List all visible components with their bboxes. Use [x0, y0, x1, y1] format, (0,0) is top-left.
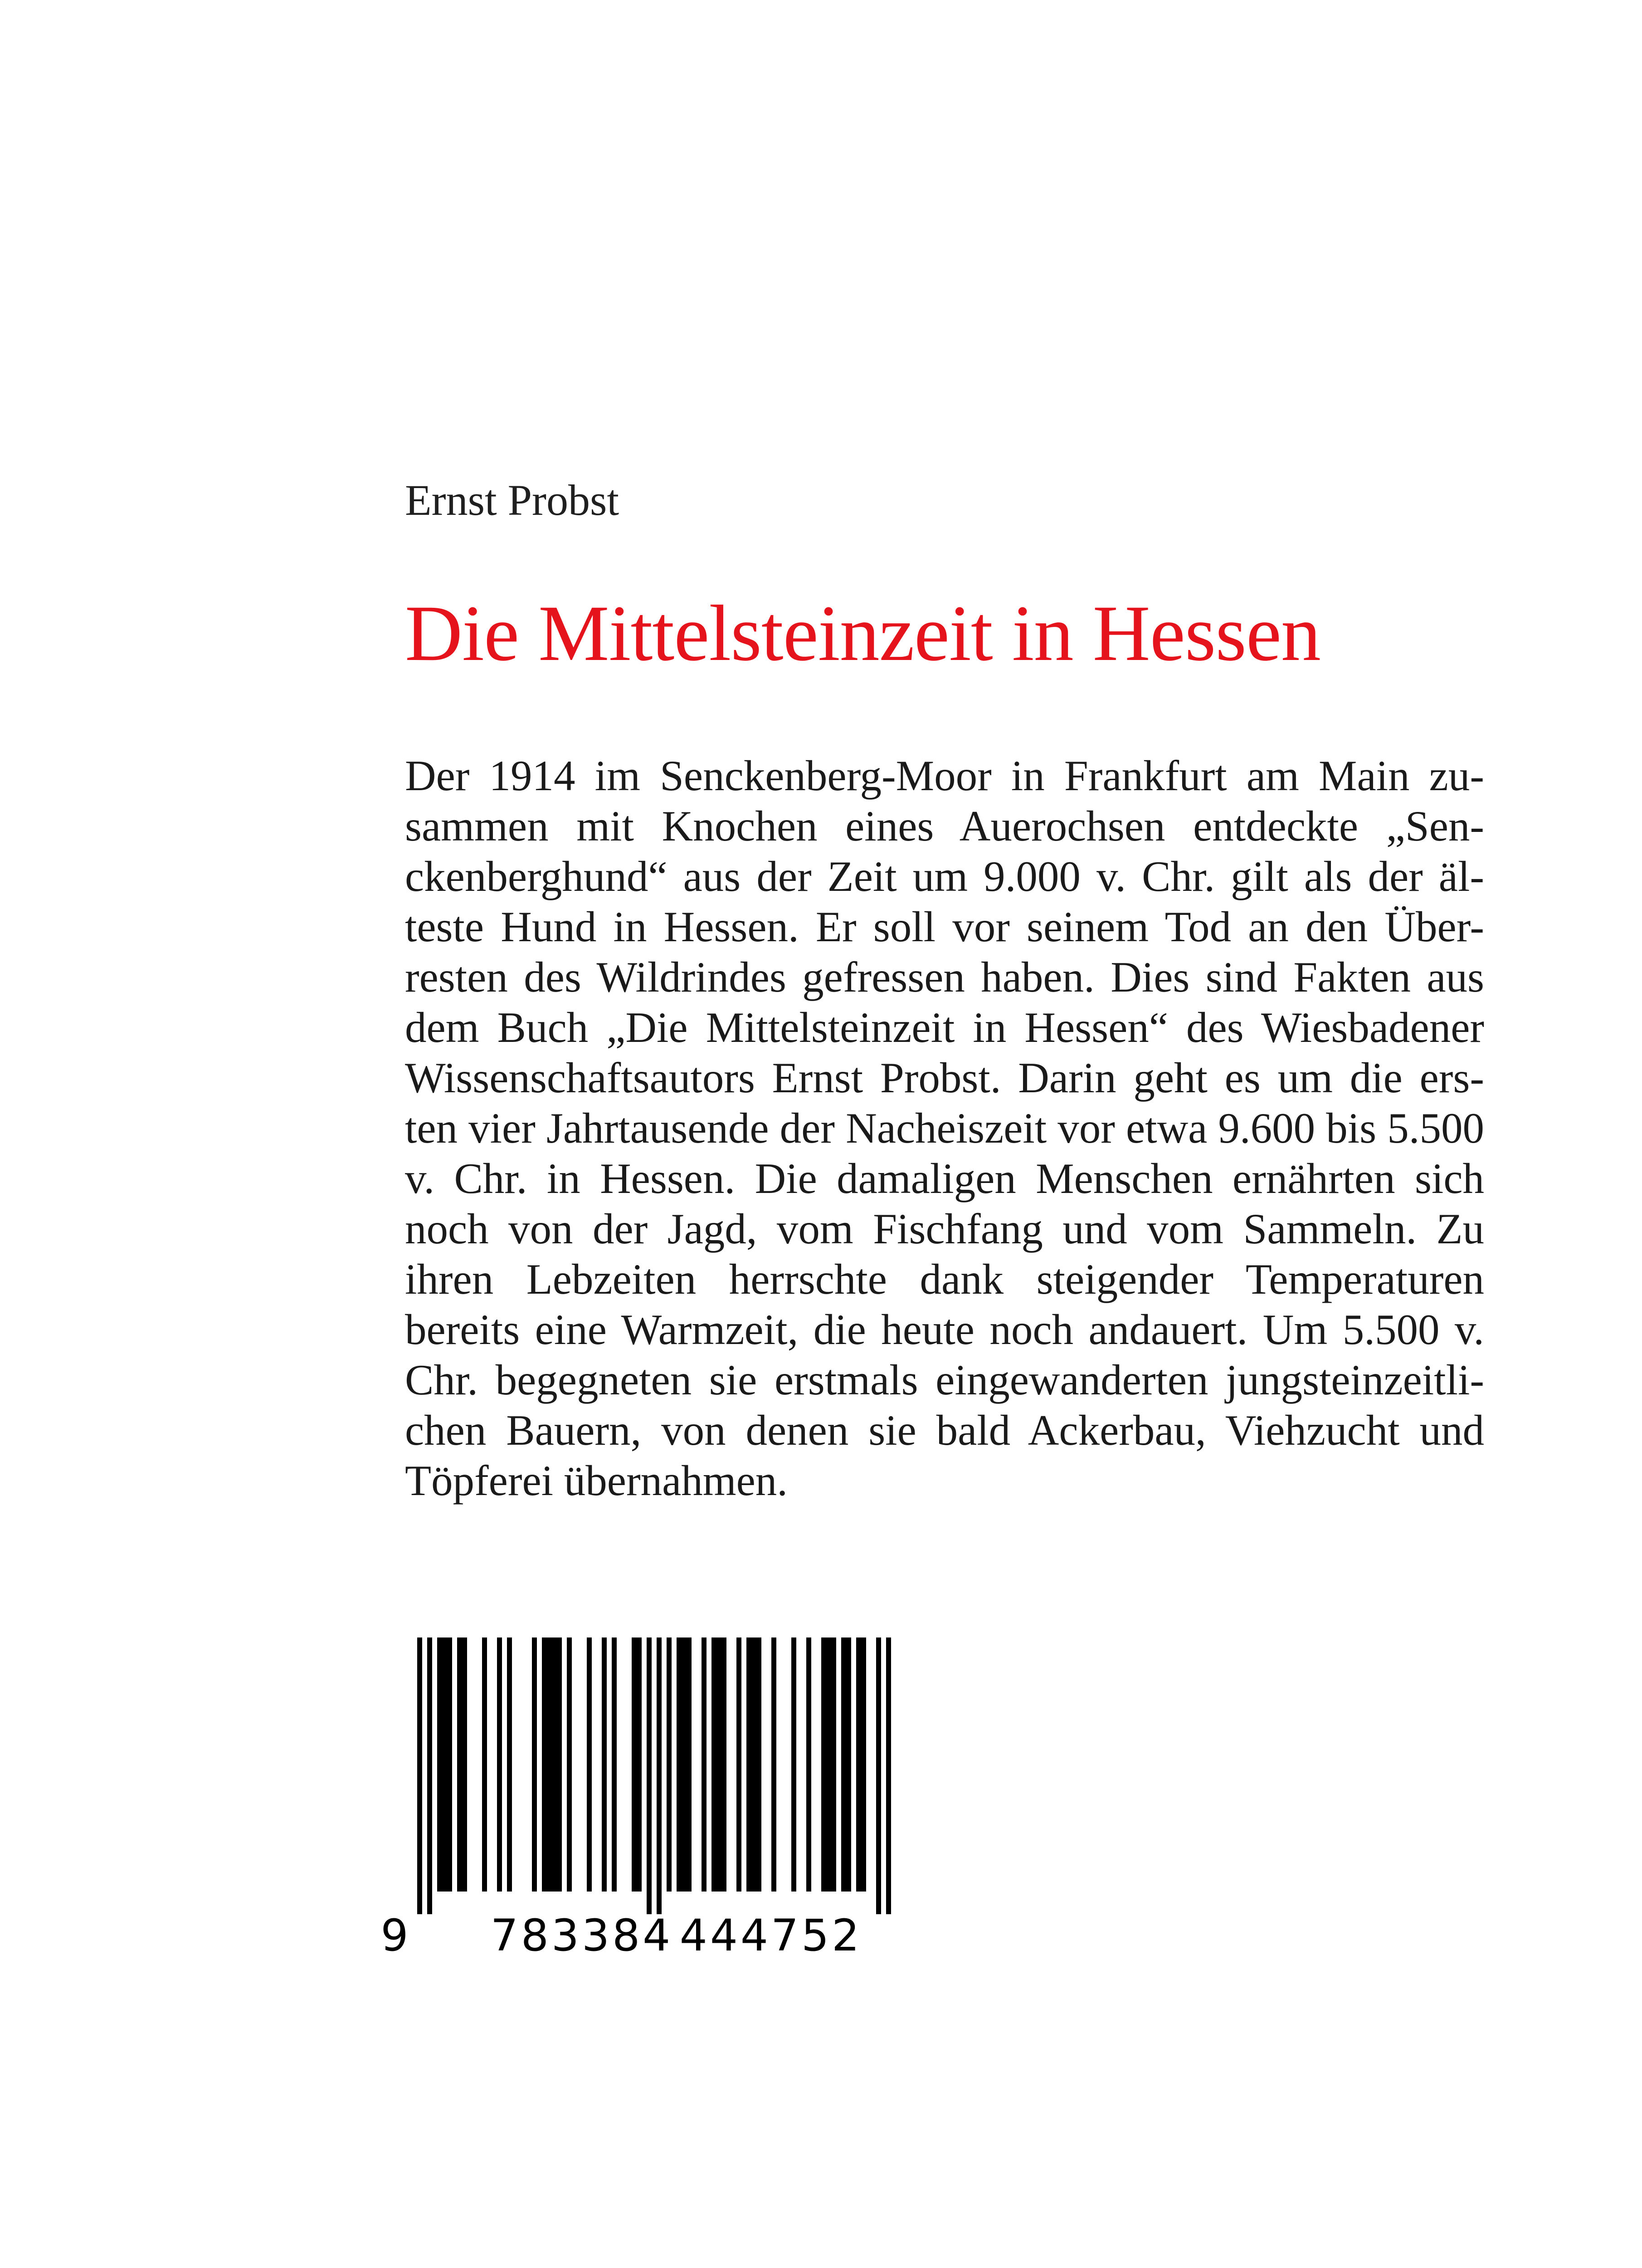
blurb-text: [405, 751, 1484, 1506]
barcode-bar: [771, 1637, 776, 1892]
barcode-bar: [821, 1637, 836, 1892]
barcode-bar: [667, 1637, 672, 1892]
barcode-bar: [856, 1637, 866, 1892]
barcode-bar: [791, 1637, 796, 1892]
blurb-line: chen Bauern, von denen sie bald Ackerbau, Viehzucht und: [405, 1406, 1484, 1454]
blurb-line: teste Hund in Hessen. Er soll vor seinem Tod an den Über-: [405, 903, 1484, 951]
blurb-line: Chr. begegneten sie erstmals eingewanderten jungsteinzeitli-: [405, 1356, 1484, 1404]
blurb-line: ckenberghund“ aus der Zeit um 9.000 v. Chr. gilt als der äl-: [405, 852, 1484, 900]
barcode-bar: [587, 1637, 592, 1892]
barcode-bar: [702, 1637, 706, 1892]
barcode-bar: [841, 1637, 851, 1892]
barcode-bar: [612, 1637, 617, 1892]
barcode-bar: [632, 1637, 642, 1892]
barcode-bar: [677, 1637, 692, 1892]
barcode-guard-bar: [417, 1637, 422, 1914]
blurb-line: Töpferei übernahmen.: [405, 1457, 788, 1505]
blurb-line: dem Buch „Die Mittelsteinzeit in Hessen“ des Wiesbadener: [405, 1003, 1484, 1051]
barcode-guard-bar: [657, 1637, 662, 1914]
blurb-line: resten des Wildrindes gefressen haben. Dies sind Fakten aus: [405, 953, 1484, 1001]
barcode-bar: [507, 1637, 512, 1892]
blurb-line: bereits eine Warmzeit, die heute noch andauert. Um 5.500 v.: [405, 1305, 1484, 1354]
barcode-bar: [532, 1637, 537, 1892]
barcode-bar: [711, 1637, 726, 1892]
barcode-bar: [567, 1637, 572, 1892]
barcode-guard-bar: [886, 1637, 891, 1914]
barcode-digits-right: 444752: [679, 1910, 862, 1955]
barcode-bars: [417, 1637, 891, 1914]
barcode-bar: [482, 1637, 487, 1892]
barcode-bar: [457, 1637, 467, 1892]
barcode-guard-bar: [427, 1637, 432, 1914]
blurb-line: Wissenschaftsautors Ernst Probst. Darin geht es um die ers-: [405, 1054, 1484, 1102]
blurb-line: sammen mit Knochen eines Auerochsen entdeckte „Sen-: [405, 802, 1484, 850]
barcode-bar: [746, 1637, 761, 1892]
blurb-line: ten vier Jahrtausende der Nacheiszeit vor etwa 9.600 bis 5.500: [405, 1104, 1484, 1152]
barcode-bar: [497, 1637, 502, 1892]
blurb-line: noch von der Jagd, vom Fischfang und vom Sammeln. Zu: [405, 1205, 1484, 1253]
author-name: Ernst Probst: [405, 476, 619, 524]
blurb-line: Der 1914 im Senckenberg-Moor in Frankfurt am Main zu-: [405, 752, 1484, 800]
barcode-guard-bar: [876, 1637, 881, 1914]
barcode-digit-first: 9: [380, 1910, 409, 1955]
barcode-digits-left: 783384: [490, 1910, 673, 1955]
isbn-barcode: [376, 1637, 943, 1955]
book-title: Die Mittelsteinzeit in Hessen: [405, 589, 1320, 678]
blurb-line: ihren Lebzeiten herrschte dank steigender Temperaturen: [405, 1255, 1484, 1303]
barcode-bar: [542, 1637, 562, 1892]
blurb-line: v. Chr. in Hessen. Die damaligen Menschen ernährten sich: [405, 1154, 1484, 1202]
barcode-guard-bar: [647, 1637, 652, 1914]
barcode-bar: [736, 1637, 741, 1892]
barcode-bar: [602, 1637, 607, 1892]
barcode-bar: [806, 1637, 811, 1892]
barcode-bar: [437, 1637, 452, 1892]
